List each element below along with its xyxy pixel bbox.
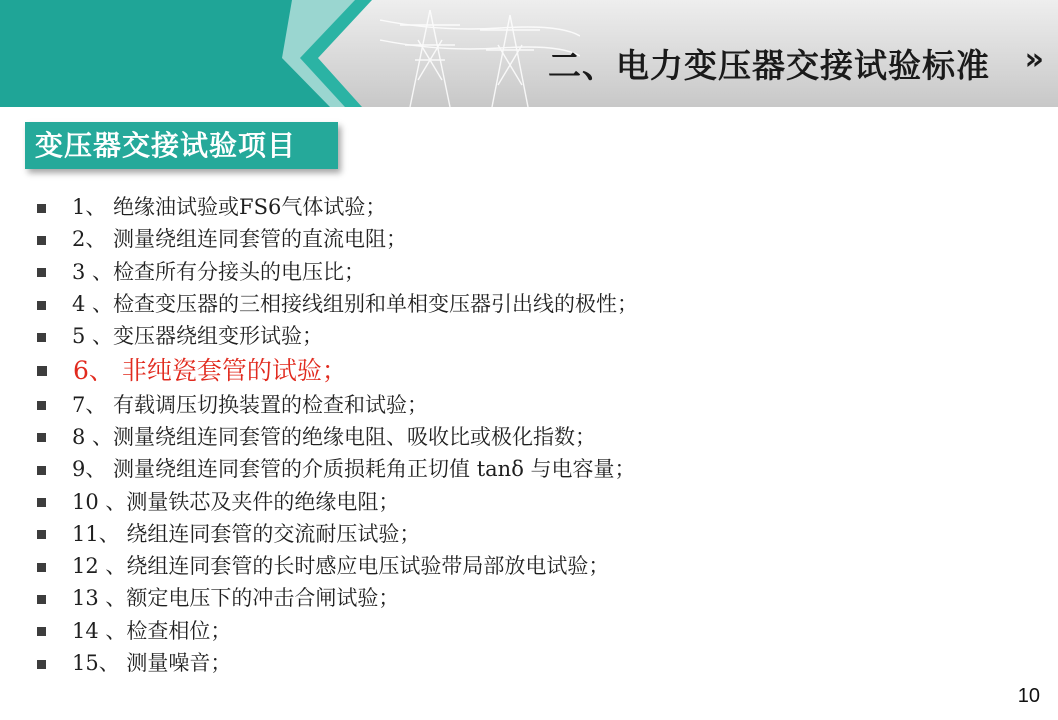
list-item-text: 2、 测量绕组连同套管的直流电阻； xyxy=(72,227,408,252)
square-bullet-icon xyxy=(37,563,46,572)
list-item xyxy=(37,549,1037,581)
square-bullet-icon xyxy=(37,236,46,245)
list-item-text: 7、 有载调压切换装置的检查和试验； xyxy=(72,392,429,417)
list-item xyxy=(37,614,1037,646)
square-bullet-icon xyxy=(37,433,46,442)
list-item-text: 6、 非纯瓷套管的试验； xyxy=(73,356,347,386)
test-item-list xyxy=(37,190,1037,678)
list-item-text: 8 、测量绕组连同套管的绝缘电阻、吸收比或极化指数； xyxy=(72,424,597,449)
square-bullet-icon xyxy=(37,595,46,604)
square-bullet-icon xyxy=(37,333,46,342)
list-item xyxy=(37,190,1037,222)
square-bullet-icon xyxy=(37,301,46,310)
list-item xyxy=(37,646,1037,678)
list-item xyxy=(37,255,1037,287)
section-label: 变压器交接试验项目 xyxy=(25,122,338,169)
square-bullet-icon xyxy=(37,660,46,669)
list-item xyxy=(37,517,1037,549)
slide-title: 二、电力变压器交接试验标准 xyxy=(548,46,990,85)
list-item-text: 3 、检查所有分接头的电压比； xyxy=(72,259,366,284)
list-item-text: 12 、绕组连同套管的长时感应电压试验带局部放电试验； xyxy=(72,554,610,579)
slide-header xyxy=(0,0,1058,107)
page-number: 10 xyxy=(1017,685,1040,707)
list-item-text: 11、 绕组连同套管的交流耐压试验； xyxy=(72,521,421,546)
list-item xyxy=(37,484,1037,516)
list-item xyxy=(37,581,1037,613)
square-bullet-icon xyxy=(37,627,46,636)
list-item xyxy=(37,319,1037,351)
square-bullet-icon xyxy=(37,466,46,475)
square-bullet-icon xyxy=(37,530,46,539)
square-bullet-icon xyxy=(37,498,46,507)
list-item-text: 10 、测量铁芯及夹件的绝缘电阻； xyxy=(72,489,400,514)
list-item-text: 13 、额定电压下的冲击合闸试验； xyxy=(72,586,400,611)
list-item-text: 9、 测量绕组连同套管的介质损耗角正切值 tanδ 与电容量； xyxy=(72,457,636,482)
list-item-text: 4 、检查变压器的三相接线组别和单相变压器引出线的极性； xyxy=(72,292,639,317)
list-item xyxy=(37,420,1037,452)
list-item-text: 14 、检查相位； xyxy=(72,618,232,643)
list-item xyxy=(37,452,1037,484)
list-item xyxy=(37,222,1037,254)
list-item xyxy=(37,287,1037,319)
list-item-text: 5 、变压器绕组变形试验； xyxy=(72,324,324,349)
double-chevron-icon: » xyxy=(1024,42,1044,77)
list-item-text: 1、 绝缘油试验或FS6气体试验； xyxy=(72,195,387,220)
square-bullet-icon xyxy=(37,268,46,277)
list-item-text: 15、 测量噪音； xyxy=(72,651,232,675)
square-bullet-icon xyxy=(37,366,47,376)
square-bullet-icon xyxy=(37,204,46,213)
square-bullet-icon xyxy=(37,401,46,410)
list-item xyxy=(37,387,1037,419)
list-item-highlighted xyxy=(37,351,1037,387)
